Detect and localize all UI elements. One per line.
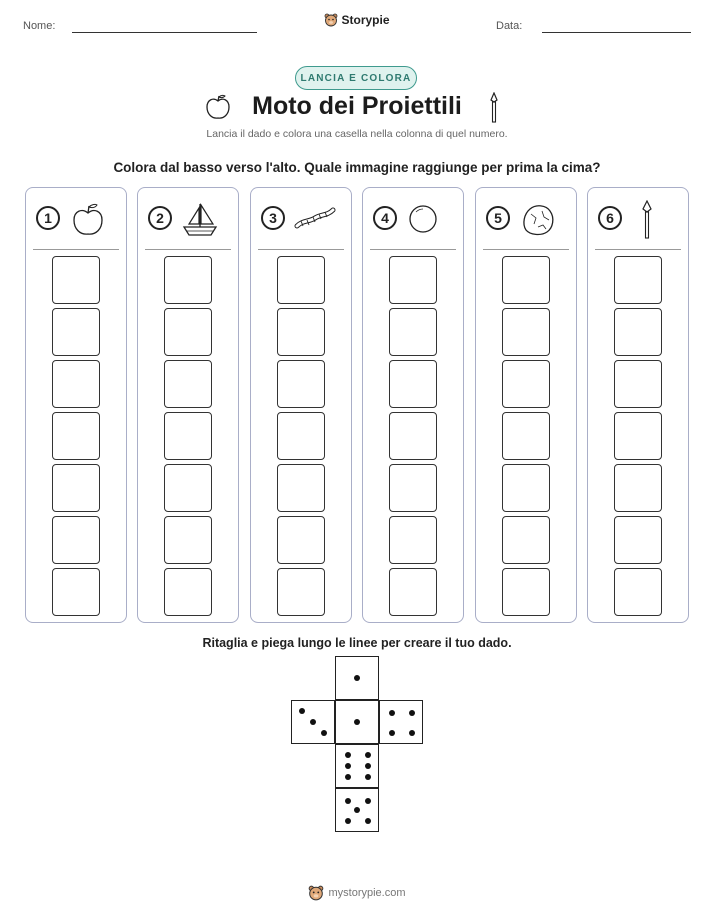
dice-face-center: [335, 700, 379, 744]
dice-face-bottom: [335, 788, 379, 832]
dice-pip: [321, 730, 327, 736]
dice-face-right: [379, 700, 423, 744]
spear-icon: [487, 92, 501, 124]
dice-pip: [345, 818, 351, 824]
brand-name: Storypie: [341, 13, 390, 27]
color-box[interactable]: [389, 360, 437, 408]
name-label: Nome:: [23, 20, 56, 32]
color-box[interactable]: [52, 464, 100, 512]
dice-pip: [365, 763, 371, 769]
color-box[interactable]: [614, 464, 662, 512]
dice-instruction: Ritaglia e piega lungo le linee per creare il tuo dado.: [202, 636, 512, 650]
footer: [0, 885, 714, 901]
dice-pip: [345, 763, 351, 769]
subtitle: Lancia il dado e colora una casella nella colonna di quel numero.: [206, 128, 508, 140]
color-box[interactable]: [502, 464, 550, 512]
color-box[interactable]: [164, 256, 212, 304]
dice-pip: [354, 719, 360, 725]
color-box[interactable]: [614, 568, 662, 616]
spear-icon: [630, 200, 670, 240]
sailboat-icon: [180, 200, 220, 240]
color-box[interactable]: [614, 516, 662, 564]
color-box[interactable]: [52, 568, 100, 616]
color-box[interactable]: [502, 360, 550, 408]
color-box[interactable]: [277, 568, 325, 616]
rope-icon: [293, 200, 337, 240]
footer-url[interactable]: mystorypie.com: [328, 887, 406, 899]
column-3: [250, 187, 352, 623]
color-box[interactable]: [614, 256, 662, 304]
instruction: Colora dal basso verso l'alto. Quale immagine raggiunge per prima la cima?: [113, 160, 601, 175]
color-box[interactable]: [164, 568, 212, 616]
dice-pip: [389, 730, 395, 736]
dice-face-lower: [335, 744, 379, 788]
name-line[interactable]: [72, 32, 257, 33]
dice-pip: [345, 774, 351, 780]
color-box[interactable]: [502, 256, 550, 304]
dice-pip: [365, 774, 371, 780]
dice-pip: [310, 719, 316, 725]
dice-pip: [409, 730, 415, 736]
dice-pip: [345, 752, 351, 758]
color-box[interactable]: [52, 308, 100, 356]
color-box[interactable]: [389, 516, 437, 564]
color-box[interactable]: [389, 256, 437, 304]
color-box[interactable]: [502, 308, 550, 356]
column-2: [137, 187, 239, 623]
color-box[interactable]: [52, 412, 100, 460]
date-line[interactable]: [542, 32, 691, 33]
ball-icon: [405, 200, 445, 240]
color-box[interactable]: [502, 568, 550, 616]
dice-pip: [299, 708, 305, 714]
dice-face-top: [335, 656, 379, 700]
dice-pip: [354, 807, 360, 813]
color-box[interactable]: [164, 360, 212, 408]
color-box[interactable]: [614, 360, 662, 408]
dice-pip: [389, 710, 395, 716]
dice-pip: [365, 798, 371, 804]
column-1: [25, 187, 127, 623]
column-number: 4: [373, 206, 397, 230]
color-box[interactable]: [52, 516, 100, 564]
dice-face-left: [291, 700, 335, 744]
color-box[interactable]: [502, 412, 550, 460]
column-number: 2: [148, 206, 172, 230]
dice-pip: [354, 675, 360, 681]
dice-pip: [365, 818, 371, 824]
color-box[interactable]: [164, 308, 212, 356]
color-box[interactable]: [164, 516, 212, 564]
dice-pip: [409, 710, 415, 716]
dice-pip: [345, 798, 351, 804]
date-label: Data:: [496, 20, 523, 32]
column-4: [362, 187, 464, 623]
color-box[interactable]: [277, 412, 325, 460]
color-box[interactable]: [277, 308, 325, 356]
apple-icon: [68, 200, 108, 240]
activity-badge: LANCIA E COLORA: [295, 66, 417, 90]
color-box[interactable]: [52, 256, 100, 304]
column-number: 1: [36, 206, 60, 230]
color-box[interactable]: [502, 516, 550, 564]
page-title: Moto dei Proiettili: [252, 92, 462, 120]
color-box[interactable]: [389, 308, 437, 356]
color-box[interactable]: [389, 412, 437, 460]
column-number: 3: [261, 206, 285, 230]
column-6: [587, 187, 689, 623]
color-box[interactable]: [52, 360, 100, 408]
column-number: 6: [598, 206, 622, 230]
color-box[interactable]: [389, 464, 437, 512]
brand-logo: [0, 13, 714, 27]
color-box[interactable]: [164, 412, 212, 460]
color-box[interactable]: [614, 308, 662, 356]
rock-icon: [518, 200, 558, 240]
column-5: [475, 187, 577, 623]
color-box[interactable]: [277, 360, 325, 408]
bear-icon: [308, 885, 324, 901]
color-box[interactable]: [164, 464, 212, 512]
color-box[interactable]: [277, 516, 325, 564]
color-box[interactable]: [389, 568, 437, 616]
color-box[interactable]: [277, 464, 325, 512]
column-number: 5: [486, 206, 510, 230]
color-box[interactable]: [277, 256, 325, 304]
bear-icon: [324, 13, 338, 27]
dice-pip: [365, 752, 371, 758]
color-box[interactable]: [614, 412, 662, 460]
